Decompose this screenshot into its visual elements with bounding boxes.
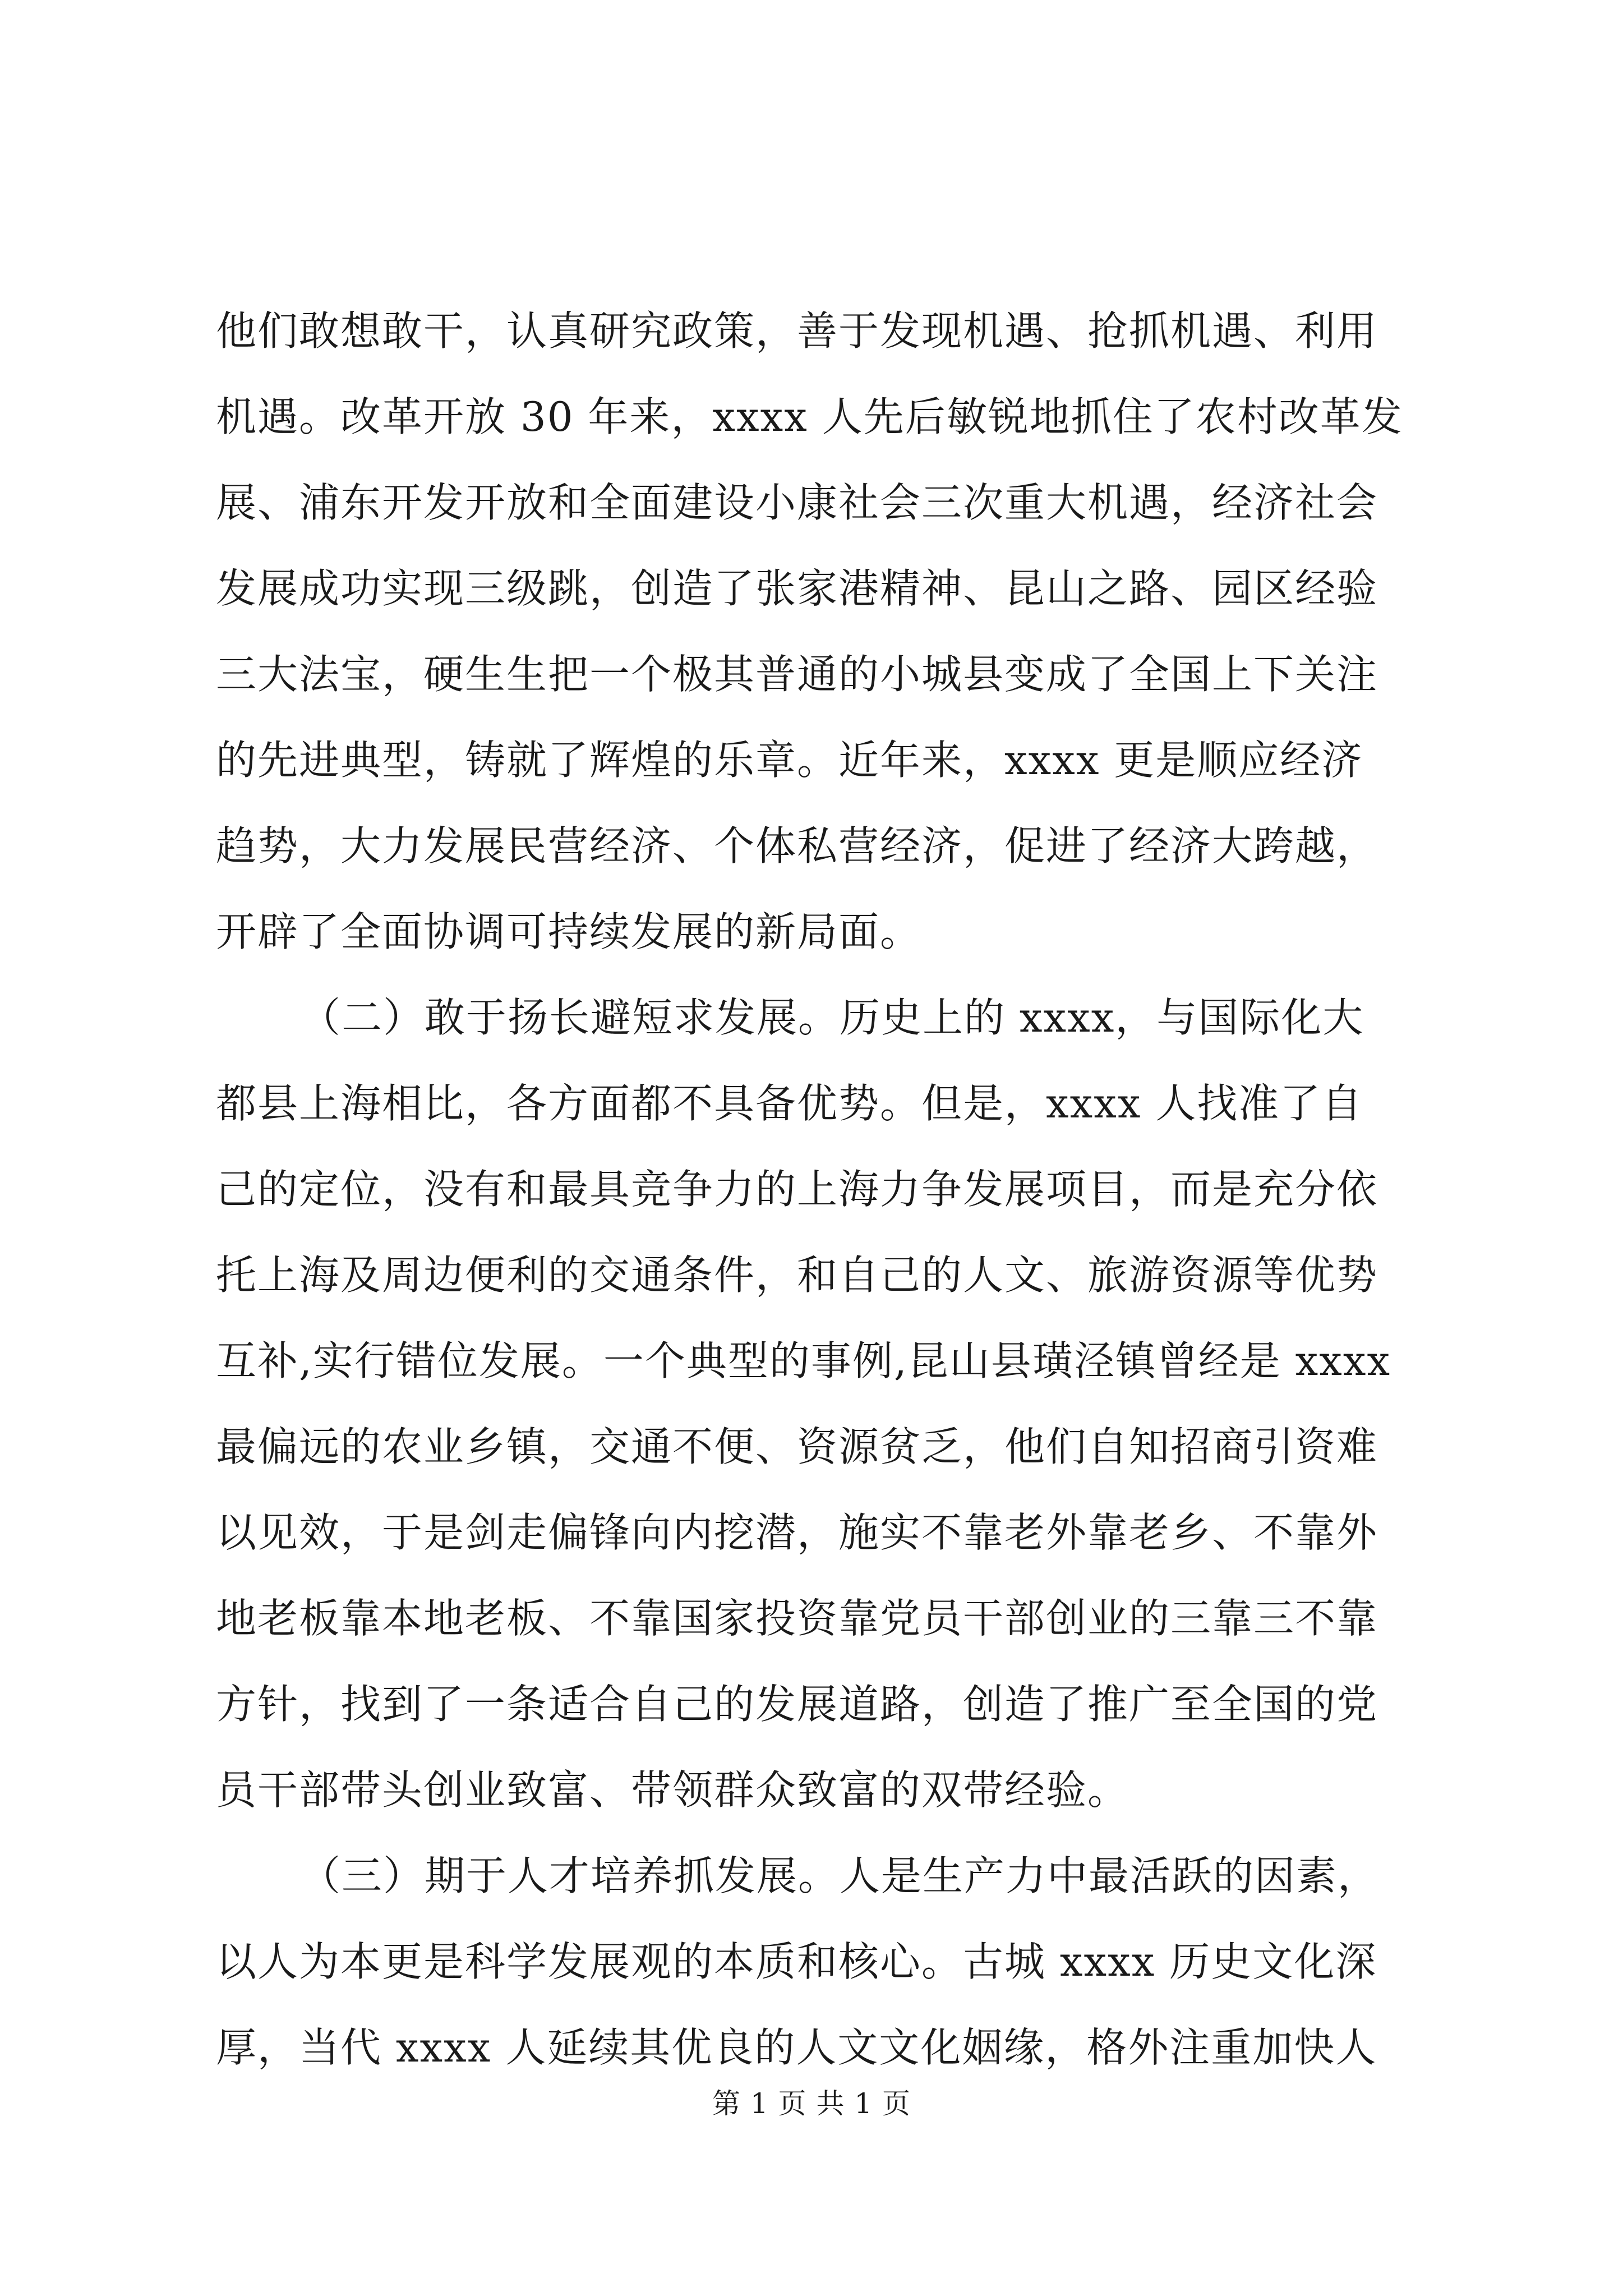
text-line: 发展成功实现三级跳，创造了张家港精神、昆山之路、园区经验 [216, 565, 1378, 612]
text-line: 托上海及周边便利的交通条件，和自己的人文、旅游资源等优势 [216, 1251, 1378, 1299]
text-line: 机遇。改革开放 30 年来，xxxx 人先后敏锐地抓住了农村改革发 [216, 393, 1403, 440]
section-heading-3: （三）期于人才培养抓发展。人是生产力中最活跃的因素， [300, 1852, 1380, 1899]
text-line: 以人为本更是科学发展观的本质和核心。古城 xxxx 历史文化深 [216, 1938, 1377, 1985]
text-line: 展、浦东开发开放和全面建设小康社会三次重大机遇，经济社会 [216, 479, 1378, 526]
text-line: 开辟了全面协调可持续发展的新局面。 [216, 908, 922, 955]
text-line: 趋势，大力发展民营经济、个体私营经济，促进了经济大跨越， [216, 822, 1378, 869]
text-line: 他们敢想敢干，认真研究政策，善于发现机遇、抢抓机遇、利用 [216, 307, 1378, 355]
text-line: 三大法宝，硬生生把一个极其普通的小城县变成了全国上下关注 [216, 651, 1378, 698]
text-line: 互补,实行错位发展。一个典型的事例,昆山县璜泾镇曾经是 xxxx [216, 1337, 1391, 1384]
text-line: 最偏远的农业乡镇，交通不便、资源贫乏，他们自知招商引资难 [216, 1423, 1378, 1470]
text-line: 都县上海相比，各方面都不具备优势。但是，xxxx 人找准了自 [216, 1080, 1363, 1127]
text-line: 的先进典型，铸就了辉煌的乐章。近年来，xxxx 更是顺应经济 [216, 737, 1363, 784]
section-heading-2: （二）敢于扬长避短求发展。历史上的 xxxx，与国际化大 [300, 994, 1364, 1041]
text-line: 方针，找到了一条适合自己的发展道路，创造了推广至全国的党 [216, 1681, 1378, 1728]
text-line: 厚，当代 xxxx 人延续其优良的人文文化姻缘，格外注重加快人 [216, 2024, 1377, 2071]
page-footer: 第 1 页 共 1 页 [712, 2087, 911, 2120]
text-line: 以见效，于是剑走偏锋向内挖潜，施实不靠老外靠老乡、不靠外 [216, 1509, 1378, 1556]
text-line: 员干部带头创业致富、带领群众致富的双带经验。 [216, 1766, 1129, 1814]
text-line: 地老板靠本地老板、不靠国家投资靠党员干部创业的三靠三不靠 [216, 1595, 1378, 1642]
text-line: 己的定位，没有和最具竞争力的上海力争发展项目，而是充分依 [216, 1166, 1378, 1213]
